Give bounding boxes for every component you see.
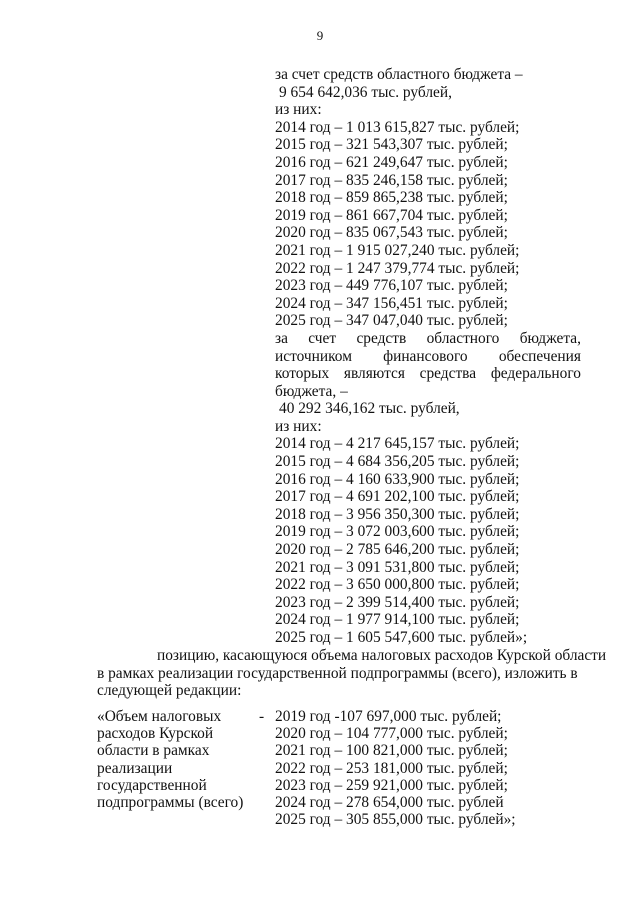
page-number: 9 (316, 28, 324, 43)
regional-year-line: 2019 год – 861 667,704 тыс. рублей; (275, 206, 508, 224)
word: финансового (383, 347, 468, 365)
regional-year-line: 2023 год – 449 776,107 тыс. рублей; (275, 277, 508, 295)
tax-expenditure-paragraph (97, 647, 607, 700)
federal-source-line-1 (275, 330, 581, 348)
regional-year-line: 2020 год – 835 067,543 тыс. рублей; (275, 224, 508, 242)
paragraph-line: позицию, касающуюся объема налоговых расходов Курской области (157, 647, 607, 664)
federal-source-line-3 (275, 365, 581, 383)
tax-year-line: 2021 год – 100 821,000 тыс. рублей; (275, 742, 508, 760)
word: которых (275, 365, 330, 383)
tax-year-line: 2025 год – 305 855,000 тыс. рублей»; (275, 811, 516, 829)
word: источником (275, 347, 352, 365)
label-line: подпрограммы (всего) (97, 793, 244, 811)
regional-year-line: 2017 год – 835 246,158 тыс. рублей; (275, 171, 508, 189)
federal-source-total: 40 292 346,162 тыс. рублей, (279, 400, 460, 418)
label-line: «Объем налоговых (97, 708, 222, 725)
federal-year-line: 2019 год – 3 072 003,600 тыс. рублей; (275, 523, 520, 541)
tax-year-line: 2024 год – 278 654,000 тыс. рублей (275, 793, 504, 811)
federal-year-line: 2021 год – 3 091 531,800 тыс. рублей; (275, 558, 520, 576)
tax-year-line: 2019 год -107 697,000 тыс. рублей; (275, 708, 502, 725)
word: за (275, 329, 288, 347)
word: средства (419, 365, 477, 383)
federal-source-of-them: из них: (275, 417, 322, 435)
regional-year-line: 2024 год – 347 156,451 тыс. рублей; (275, 294, 508, 312)
tax-year-line: 2023 год – 259 921,000 тыс. рублей; (275, 776, 508, 794)
regional-year-line: 2021 год – 1 915 027,240 тыс. рублей; (275, 241, 520, 259)
regional-year-line: 2016 год – 621 249,647 тыс. рублей; (275, 153, 508, 171)
word: федерального (490, 365, 581, 383)
tax-year-line: 2022 год – 253 181,000 тыс. рублей; (275, 759, 508, 777)
federal-year-line: 2015 год – 4 684 356,205 тыс. рублей; (275, 453, 520, 471)
tax-table-dash: - (259, 708, 265, 725)
federal-year-line: 2022 год – 3 650 000,800 тыс. рублей; (275, 576, 520, 594)
regional-year-line: 2025 год – 347 047,040 тыс. рублей; (275, 312, 508, 330)
federal-year-line: 2023 год – 2 399 514,400 тыс. рублей; (275, 593, 520, 611)
word: являются (343, 365, 405, 383)
label-line: реализации (97, 759, 173, 777)
word: счет (308, 329, 337, 347)
federal-year-line: 2017 год – 4 691 202,100 тыс. рублей; (275, 488, 520, 506)
tax-table-label (97, 708, 257, 811)
label-line: области в рамках (97, 742, 210, 760)
word: областного (426, 329, 500, 347)
federal-source-line-2 (275, 348, 581, 366)
label-line: расходов Курской (97, 725, 214, 743)
federal-year-line: 2014 год – 4 217 645,157 тыс. рублей; (275, 435, 520, 453)
paragraph-line: в рамках реализации государственной подпрограммы (всего), изложить в (97, 664, 578, 682)
regional-year-line: 2018 год – 859 865,238 тыс. рублей; (275, 189, 508, 207)
word: обеспечения (498, 347, 581, 365)
federal-year-line: 2025 год – 1 605 547,600 тыс. рублей»; (275, 629, 528, 646)
tax-table-values (275, 708, 585, 828)
regional-budget-block (275, 66, 581, 647)
paragraph-line: следующей редакции: (97, 682, 242, 700)
federal-year-line: 2020 год – 2 785 646,200 тыс. рублей; (275, 541, 520, 559)
federal-year-line: 2018 год – 3 956 350,300 тыс. рублей; (275, 505, 520, 523)
federal-year-line: 2024 год – 1 977 914,100 тыс. рублей; (275, 611, 520, 629)
regional-year-line: 2014 год – 1 013 615,827 тыс. рублей; (275, 118, 520, 136)
word: средств (356, 329, 407, 347)
regional-budget-intro: за счет средств областного бюджета – (275, 66, 523, 83)
federal-source-line-4: бюджета, – (275, 382, 348, 400)
tax-year-line: 2020 год – 104 777,000 тыс. рублей; (275, 725, 508, 743)
regional-budget-total: 9 654 642,036 тыс. рублей, (279, 83, 452, 101)
regional-year-line: 2015 год – 321 543,307 тыс. рублей; (275, 136, 508, 154)
federal-year-line: 2016 год – 4 160 633,900 тыс. рублей; (275, 470, 520, 488)
regional-year-line: 2022 год – 1 247 379,774 тыс. рублей; (275, 259, 520, 277)
regional-budget-of-them: из них: (275, 101, 322, 119)
label-line: государственной (97, 776, 207, 794)
word: бюджета, (519, 329, 581, 347)
